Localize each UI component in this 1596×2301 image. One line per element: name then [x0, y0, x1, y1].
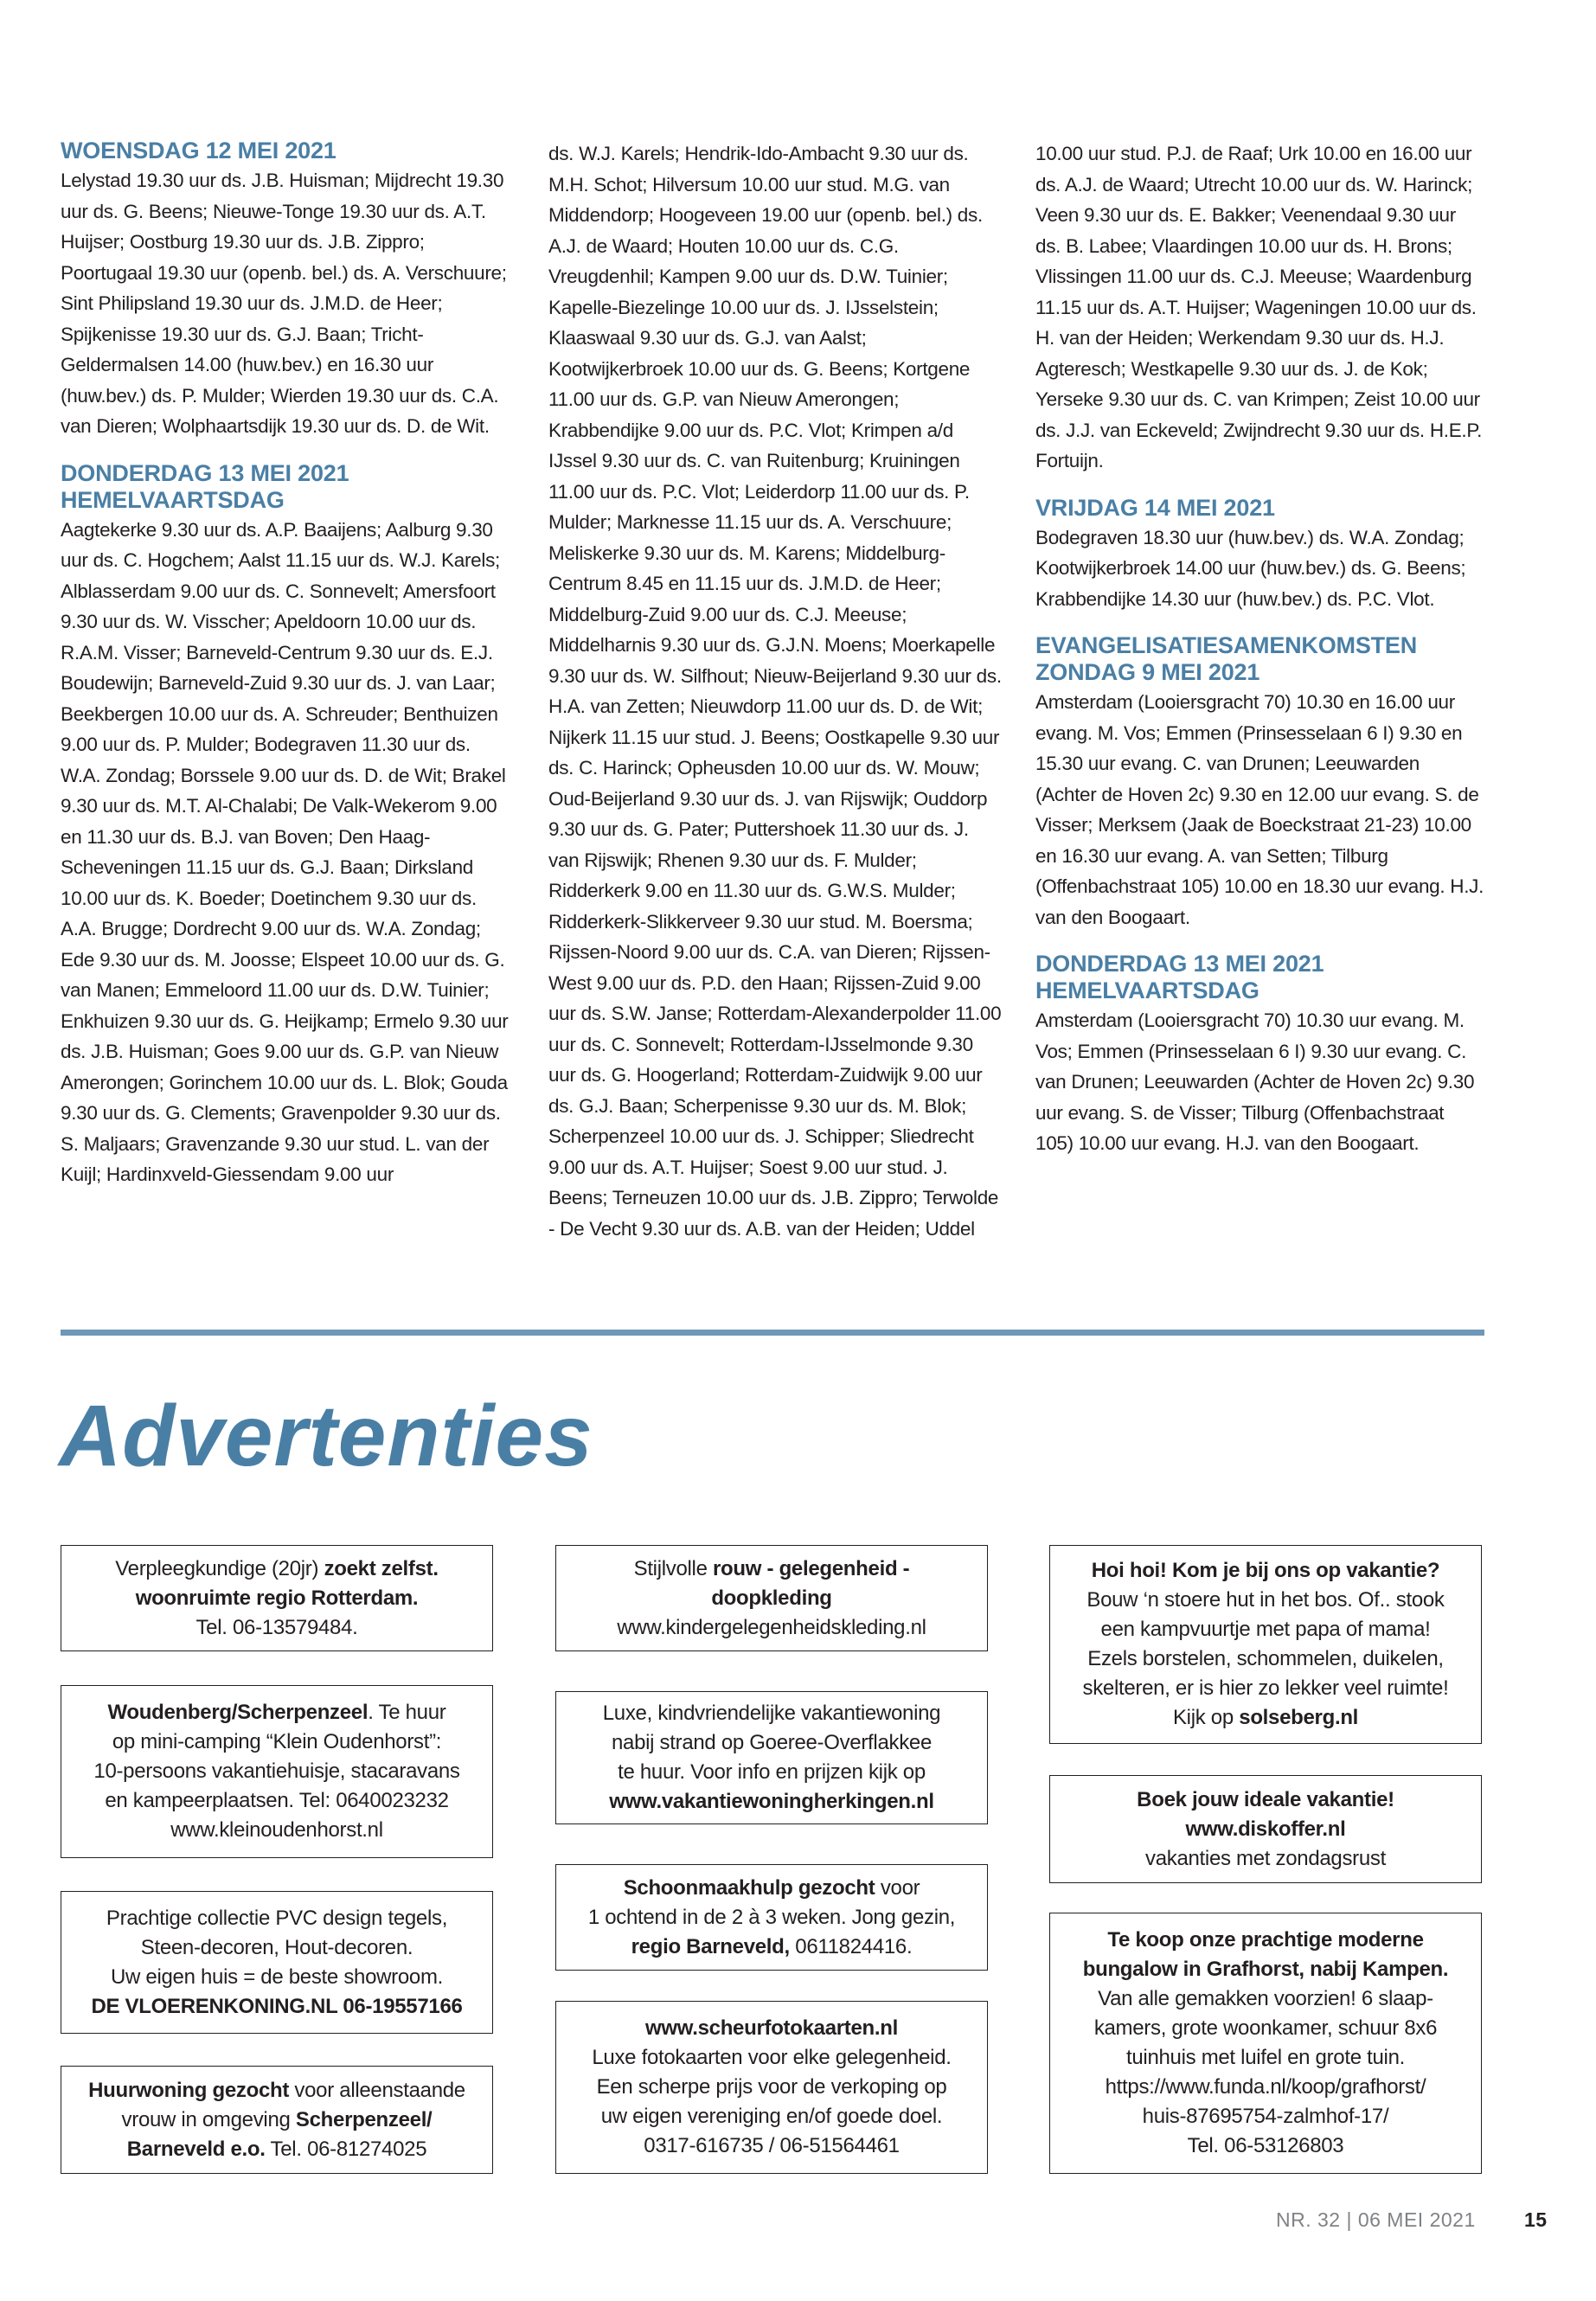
ad-phone: 0317-616735 / 06-51564461: [644, 2134, 900, 2157]
page-number: 15: [1524, 2208, 1548, 2231]
ad-text: Stijlvolle: [633, 1556, 714, 1580]
ad-text-bold: woonruimte regio Rotterdam.: [135, 1586, 419, 1610]
section-donderdag: [61, 461, 515, 1190]
ad-text: skelteren, er is hier zo lekker veel ruimte!: [1082, 1676, 1449, 1700]
section-evangelisatie: [1035, 633, 1485, 933]
ad-link[interactable]: www.vakantiewoningherkingen.nl: [609, 1790, 934, 1813]
section-heading: DONDERDAG 13 MEI 2021: [61, 459, 349, 486]
ad-link[interactable]: www.kindergelegenheidskleding.nl: [617, 1615, 926, 1639]
ad-text-bold: Woudenberg/Scherpenzeel: [107, 1701, 369, 1724]
ad-text: Bouw ‘n stoere hut in het bos. Of.. stook: [1086, 1588, 1445, 1612]
ad-link[interactable]: https://www.funda.nl/koop/grafhorst/: [1105, 2075, 1426, 2099]
ad-phone: Tel. 06-81274025: [265, 2137, 427, 2161]
section-woensdag: [61, 138, 515, 442]
ad-text: Kijk op: [1172, 1706, 1240, 1729]
ad-scheurfotokaarten: [555, 2001, 988, 2174]
ad-text: uw eigen vereniging en/of goede doel.: [600, 2105, 943, 2128]
ad-phone: Tel. 06-13579484.: [195, 1615, 358, 1639]
section-vrijdag: [1035, 496, 1485, 615]
ad-phone: 0611824416.: [789, 1934, 913, 1958]
ad-text: Luxe, kindvriendelijke vakantiewoning: [602, 1702, 941, 1725]
column-2: [548, 138, 1003, 1263]
ad-solseberg: [1049, 1545, 1482, 1744]
ad-text-bold: Huurwoning gezocht: [88, 2078, 290, 2102]
ad-text-bold: Hoi hoi! Kom je bij ons op vakantie?: [1091, 1559, 1440, 1582]
ad-text: nabij strand op Goeree-Overflakkee: [611, 1731, 932, 1754]
ad-bungalow-grafhorst: [1049, 1913, 1482, 2174]
ad-text: tuinhuis met luifel en grote tuin.: [1126, 2046, 1405, 2069]
section-heading: EVANGELISATIESAMENKOMSTEN: [1035, 632, 1418, 658]
ad-text-bold: zoekt zelfst.: [324, 1556, 439, 1580]
ad-text-bold: bungalow in Grafhorst, nabij Kampen.: [1082, 1958, 1449, 1981]
ad-rouwkleding: [555, 1545, 988, 1651]
section-heading: DONDERDAG 13 MEI 2021: [1035, 951, 1324, 977]
section-continued: [1035, 138, 1485, 477]
ad-text: 1 ochtend in de 2 à 3 weken. Jong gezin,: [587, 1905, 956, 1929]
ad-text: op mini-camping “Klein Oudenhorst”:: [112, 1730, 442, 1753]
ad-link[interactable]: www.diskoffer.nl: [1185, 1817, 1346, 1841]
ad-text: Van alle gemakken voorzien! 6 slaap-: [1098, 1987, 1433, 2010]
ad-text: voor alleenstaande: [289, 2078, 465, 2102]
ads-title: Advertenties: [59, 1388, 593, 1484]
issue-info: NR. 32 | 06 MEI 2021: [1276, 2208, 1476, 2231]
ad-text: te huur. Voor info en prijzen kijk op: [618, 1760, 926, 1784]
ad-text: . Te huur: [368, 1701, 446, 1724]
ad-text-bold: rouw - gelegenheid -: [713, 1556, 910, 1580]
ad-link[interactable]: huis-87695754-zalmhof-17/: [1142, 2105, 1389, 2128]
ad-vakantiewoning: [555, 1691, 988, 1824]
column-3: [1035, 138, 1485, 1178]
section-heading: VRIJDAG 14 MEI 2021: [1035, 494, 1275, 521]
ad-text: Steen-decoren, Hout-decoren.: [140, 1935, 413, 1959]
ad-text: een kampvuurtje met papa of mama!: [1100, 1618, 1431, 1641]
section-heading: WOENSDAG 12 MEI 2021: [61, 138, 337, 163]
ad-text: Ezels borstelen, schommelen, duikelen,: [1087, 1647, 1444, 1670]
section-subheading: HEMELVAARTSDAG: [61, 486, 285, 513]
ad-woudenberg: [61, 1685, 493, 1858]
section-text: Amsterdam (Looiersgracht 70) 10.30 en 16.00 uur evang. M. Vos; Emmen (Prinsesselaan 6 I) 9.30 en 15.30 uur evang. C. van Drunen; Leeuwarden (Achter de Hoven 2c) 9.30 en 12.00 uur evang. S. de Visser; Merksem (Jaak de Boeckstraat 21-23) 10.00 en 16.30 uur evang. A. van Setten; Tilburg (Offenbachstraat 105) 10.00 en 18.30 uur evang. H.J. van den Boogaart.: [1035, 691, 1484, 928]
ad-text-bold: Barneveld e.o.: [126, 2137, 266, 2161]
ad-text-bold: regio Barneveld,: [631, 1934, 790, 1958]
ad-text: 10-persoons vakantiehuisje, stacaravans: [93, 1759, 460, 1783]
ad-text: Een scherpe prijs voor de verkoping op: [596, 2075, 947, 2099]
column-1: [61, 138, 515, 1209]
ad-text-bold: Boek jouw ideale vakantie!: [1137, 1787, 1394, 1811]
ad-text: kamers, grote woonkamer, schuur 8x6: [1093, 2016, 1438, 2040]
section-subheading: ZONDAG 9 MEI 2021: [1035, 659, 1260, 685]
ad-text: voor: [875, 1875, 920, 1900]
ad-text: vakanties met zondagsrust: [1145, 1846, 1386, 1870]
section-continued: [548, 138, 1003, 1244]
ad-text: vrouw in omgeving: [121, 2107, 296, 2131]
ad-text: Uw eigen huis = de beste showroom.: [110, 1965, 444, 1989]
ad-link[interactable]: www.kleinoudenhorst.nl: [170, 1818, 383, 1842]
ad-text: en kampeerplaatsen. Tel: 0640023232: [105, 1789, 449, 1812]
ad-text-bold: Schoonmaakhulp gezocht: [623, 1875, 875, 1900]
ad-link[interactable]: solseberg.nl: [1239, 1706, 1359, 1729]
section-text: Aagtekerke 9.30 uur ds. A.P. Baaijens; Aalburg 9.30 uur ds. C. Hogchem; Aalst 11.15 uur ds. W.J. Karels; Alblasserdam 9.00 uur ds. C. Sonnevelt; Amersfoort 9.30 uur ds. W. Visscher; Apeldoorn 10.00 uur ds. R.A.M. Visser; Barneveld-Centrum 9.30 uur ds. E.J. Boudewijn; Barneveld-Zuid 9.30 uur ds. J. van Laar; Beekbergen 10.00 uur ds. A. Schreuder; Benthuizen 9.00 uur ds. P. Mulder; Bodegraven 11.30 uur ds. W.A. Zondag; Borssele 9.00 uur ds. D. de Wit; Brakel 9.30 uur ds. M.T. Al-Chalabi; De Valk-Wekerom 9.00 en 11.30 uur ds. B.J. van Boven; Den Haag-Scheveningen 11.15 uur ds. G.J. Baan; Dirksland 10.00 uur ds. K. Boeder; Doetinchem 9.30 uur ds. A.A. Brugge; Dordrecht 9.00 uur ds. W.A. Zondag; Ede 9.30 uur ds. M. Joosse; Elspeet 10.00 uur ds. G. van Manen; Emmeloord 11.00 uur ds. D.W. Tuinier; Enkhuizen 9.30 uur ds. G. Heijkamp; Ermelo 9.30 uur ds. J.B. Huisman; Goes 9.00 uur ds. G.P. van Nieuw Amerongen; Gorinchem 10.00 uur ds. L. Blok; Gouda 9.30 uur ds. G. Clements; Gravenpolder 9.30 uur ds. S. Maljaars; Gravenzande 9.30 uur stud. L. van der Kuijl; Hardinxveld-Giessendam 9.00 uur: [61, 518, 509, 1185]
ad-text: Prachtige collectie PVC design tegels,: [106, 1906, 448, 1930]
ad-text: Verpleegkundige (20jr): [115, 1556, 324, 1580]
section-hemelvaart-evangelisatie: [1035, 952, 1485, 1159]
ad-text-bold: DE VLOERENKONING.NL 06-19557166: [91, 1994, 463, 2018]
section-text: Amsterdam (Looiersgracht 70) 10.30 uur evang. M. Vos; Emmen (Prinsesselaan 6 I) 9.30 uur evang. C. van Drunen; Leeuwarden (Achter de Hoven 2c) 9.30 uur evang. S. de Visser; Tilburg (Offenbachstraat 105) 10.00 uur evang. H.J. van den Boogaart.: [1035, 1009, 1475, 1154]
ad-text-bold: Scherpenzeel/: [295, 2107, 433, 2131]
ad-text: Luxe fotokaarten voor elke gelegenheid.: [592, 2046, 952, 2069]
ad-diskoffer: [1049, 1775, 1482, 1883]
ad-text-bold: doopkleding: [711, 1586, 832, 1610]
ad-text-bold: Te koop onze prachtige moderne: [1107, 1928, 1424, 1952]
ad-link[interactable]: www.scheurfotokaarten.nl: [645, 2016, 898, 2040]
ad-schoonmaakhulp: [555, 1864, 988, 1971]
section-text: ds. W.J. Karels; Hendrik-Ido-Ambacht 9.30 uur ds. M.H. Schot; Hilversum 10.00 uur stud. M.G. van Middendorp; Hoogeveen 19.00 uur (openb. bel.) ds. A.J. de Waard; Houten 10.00 uur ds. C.G. Vreugdenhil; Kampen 9.00 uur ds. D.W. Tuinier; Kapelle-Biezelinge 10.00 uur ds. J. IJsselstein; Klaaswaal 9.30 uur ds. G.J. van Aalst; Kootwijkerbroek 10.00 uur ds. G. Beens; Kortgene 11.00 uur ds. G.P. van Nieuw Amerongen; Krabbendijke 9.00 uur ds. P.C. Vlot; Krimpen a/d IJssel 9.30 uur ds. C. van Ruitenburg; Kruiningen 11.00 uur ds. P.C. Vlot; Leiderdorp 11.00 uur ds. P. Mulder; Marknesse 11.15 uur ds. A. Verschuure; Meliskerke 9.30 uur ds. M. Karens; Middelburg-Centrum 8.45 en 11.15 uur ds. J.M.D. de Heer; Middelburg-Zuid 9.00 uur ds. C.J. Meeuse; Middelharnis 9.30 uur ds. G.J.N. Moens; Moerkapelle 9.30 uur ds. W. Silfhout; Nieuw-Beijerland 9.30 uur ds. H.A. van Zetten; Nieuwdorp 11.00 uur ds. D. de Wit; Nijkerk 11.15 uur stud. J. Beens; Oostkapelle 9.30 uur ds. C. Harinck; Opheusden 10.00 uur ds. W. Mouw; Oud-Beijerland 9.30 uur ds. J. van Rijswijk; Ouddorp 9.30 uur ds. G. Pater; Puttershoek 11.30 uur ds. J. van Rijswijk; Rhenen 9.30 uur ds. F. Mulder; Ridderkerk 9.00 en 11.30 uur ds. G.W.S. Mulder; Ridderkerk-Slikkerveer 9.30 uur stud. M. Boersma; Rijssen-Noord 9.00 uur ds. C.A. van Dieren; Rijssen-West 9.00 uur ds. P.D. den Haan; Rijssen-Zuid 9.00 uur ds. S.W. Janse; Rotterdam-Alexanderpolder 11.00 uur ds. C. Sonnevelt; Rotterdam-IJsselmonde 9.30 uur ds. G. Hoogerland; Rotterdam-Zuidwijk 9.00 uur ds. G.J. Baan; Scherpenisse 9.30 uur ds. M. Blok; Scherpenzeel 10.00 uur ds. J. Schipper; Sliedrecht 9.00 uur ds. A.T. Huijser; Soest 9.00 uur stud. J. Beens; Terneuzen 10.00 uur ds. J.B. Zippro; Terwolde - De Vecht 9.30 uur ds. A.B. van der Heiden; Uddel: [548, 143, 1002, 1240]
ad-vloerenkoning: [61, 1891, 493, 2034]
section-text: Bodegraven 18.30 uur (huw.bev.) ds. W.A. Zondag; Kootwijkerbroek 14.00 uur (huw.bev.) ds. G. Beens; Krabbendijke 14.30 uur (huw.bev.) ds. P.C. Vlot.: [1035, 526, 1466, 610]
section-subheading: HEMELVAARTSDAG: [1035, 977, 1259, 1003]
ad-phone: Tel. 06-53126803: [1187, 2134, 1344, 2157]
ad-verpleegkundige: [61, 1545, 493, 1651]
section-text: Lelystad 19.30 uur ds. J.B. Huisman; Mijdrecht 19.30 uur ds. G. Beens; Nieuwe-Tonge 19.30 uur ds. A.T. Huijser; Oostburg 19.30 uur ds. J.B. Zippro; Poortugaal 19.30 uur (openb. bel.) ds. A. Verschuure; Sint Philipsland 19.30 uur ds. J.M.D. de Heer; Spijkenisse 19.30 uur ds. G.J. Baan; Tricht-Geldermalsen 14.00 (huw.bev.) en 16.30 uur (huw.bev.) ds. P. Mulder; Wierden 19.30 uur ds. C.A. van Dieren; Wolphaartsdijk 19.30 uur ds. D. de Wit.: [61, 170, 507, 437]
ad-huurwoning: [61, 2066, 493, 2174]
section-text: 10.00 uur stud. P.J. de Raaf; Urk 10.00 en 16.00 uur ds. A.J. de Waard; Utrecht 10.00 uur ds. W. Harinck; Veen 9.30 uur ds. E. Bakker; Veenendaal 9.30 uur ds. B. Labee; Vlaardingen 10.00 uur ds. H. Brons; Vlissingen 11.00 uur ds. C.J. Meeuse; Waardenburg 11.15 uur ds. A.T. Huijser; Wageningen 10.00 uur ds. H. van der Heiden; Werkendam 9.30 uur ds. H.J. Agteresch; Westkapelle 9.30 uur ds. J. de Kok; Yerseke 9.30 uur ds. C. van Krimpen; Zeist 10.00 uur ds. J.J. van Eckeveld; Zwijndrecht 9.30 uur ds. H.E.P. Fortuijn.: [1035, 143, 1483, 471]
section-divider: [61, 1330, 1484, 1336]
